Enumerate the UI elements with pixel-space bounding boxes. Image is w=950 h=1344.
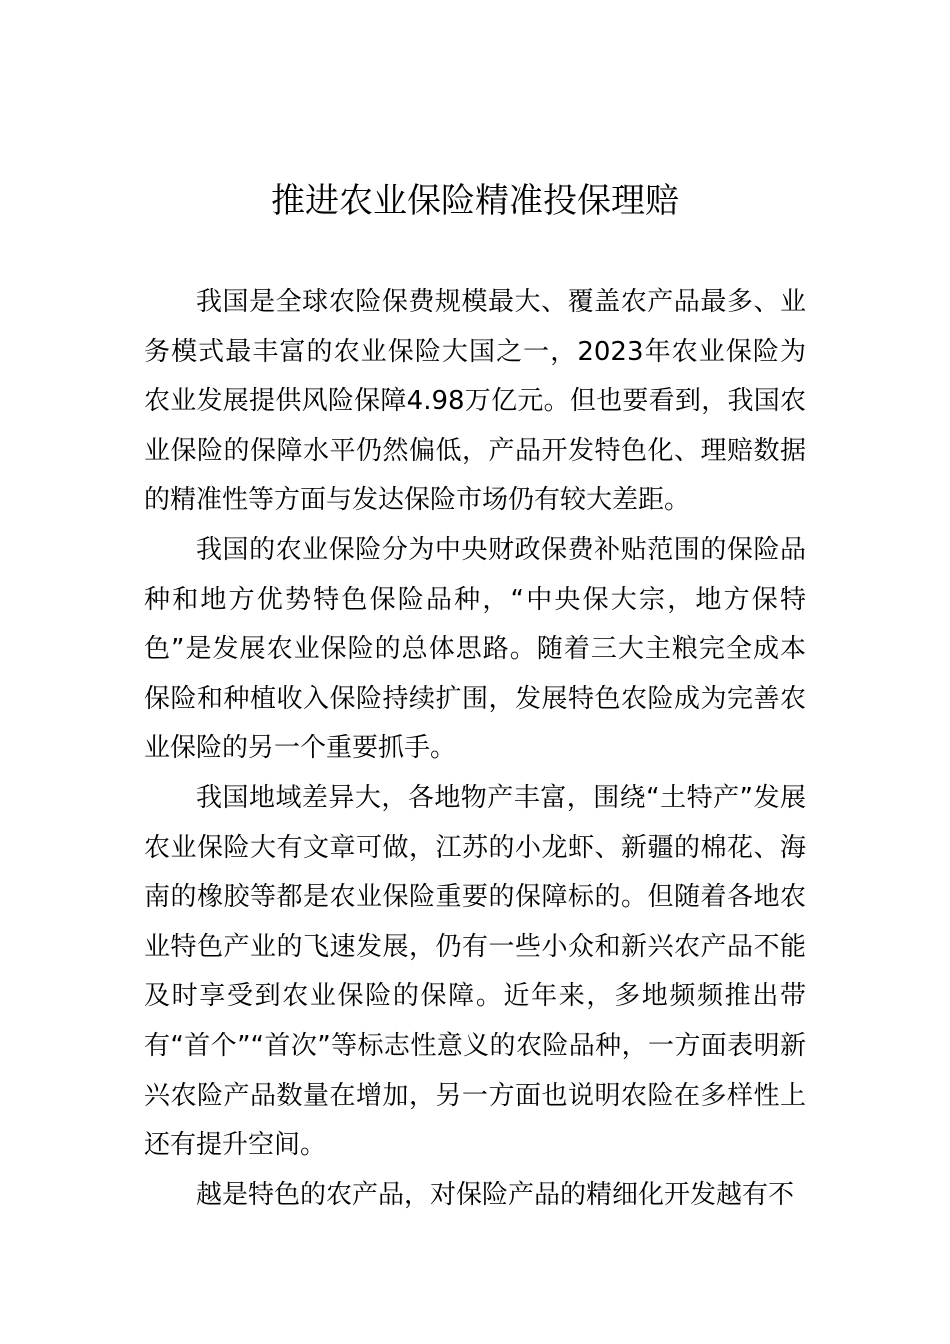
paragraph-1: 我国是全球农险保费规模最大、覆盖农产品最多、业务模式最丰富的农业保险大国之一，2023年农业保险为农业发展提供风险保障4.98万亿元。但也要看到，我国农业保险的保障水平仍然偏低，产品开发特色化、理赔数据的精准性等方面与发达保险市场仍有较大差距。: [144, 287, 806, 516]
paragraph-3: 我国地域差异大，各地物产丰富，围绕“土特产”发展农业保险大有文章可做，江苏的小龙虾、新疆的棉花、海南的橡胶等都是农业保险重要的保障标的。但随着各地农业特色产业的飞速发展，仍有一些小众和新兴农产品不能及时享受到农业保险的保障。近年来，多地频频推出带有“首个”“首次”等标志性意义的农险品种，一方面表明新兴农险产品数量在增加，另一方面也说明农险在多样性上还有提升空间。: [144, 782, 806, 1161]
document-title: 推进农业保险精准投保理赔: [271, 181, 679, 221]
paragraph-2: 我国的农业保险分为中央财政保费补贴范围的保险品种和地方优势特色保险品种，“中央保大宗，地方保特色”是发展农业保险的总体思路。随着三大主粮完全成本保险和种植收入保险持续扩围，发展特色农险成为完善农业保险的另一个重要抓手。: [144, 534, 806, 764]
document-body: [144, 278, 806, 1220]
paragraph-4: 越是特色的农产品，对保险产品的精细化开发越有不: [196, 1179, 795, 1210]
